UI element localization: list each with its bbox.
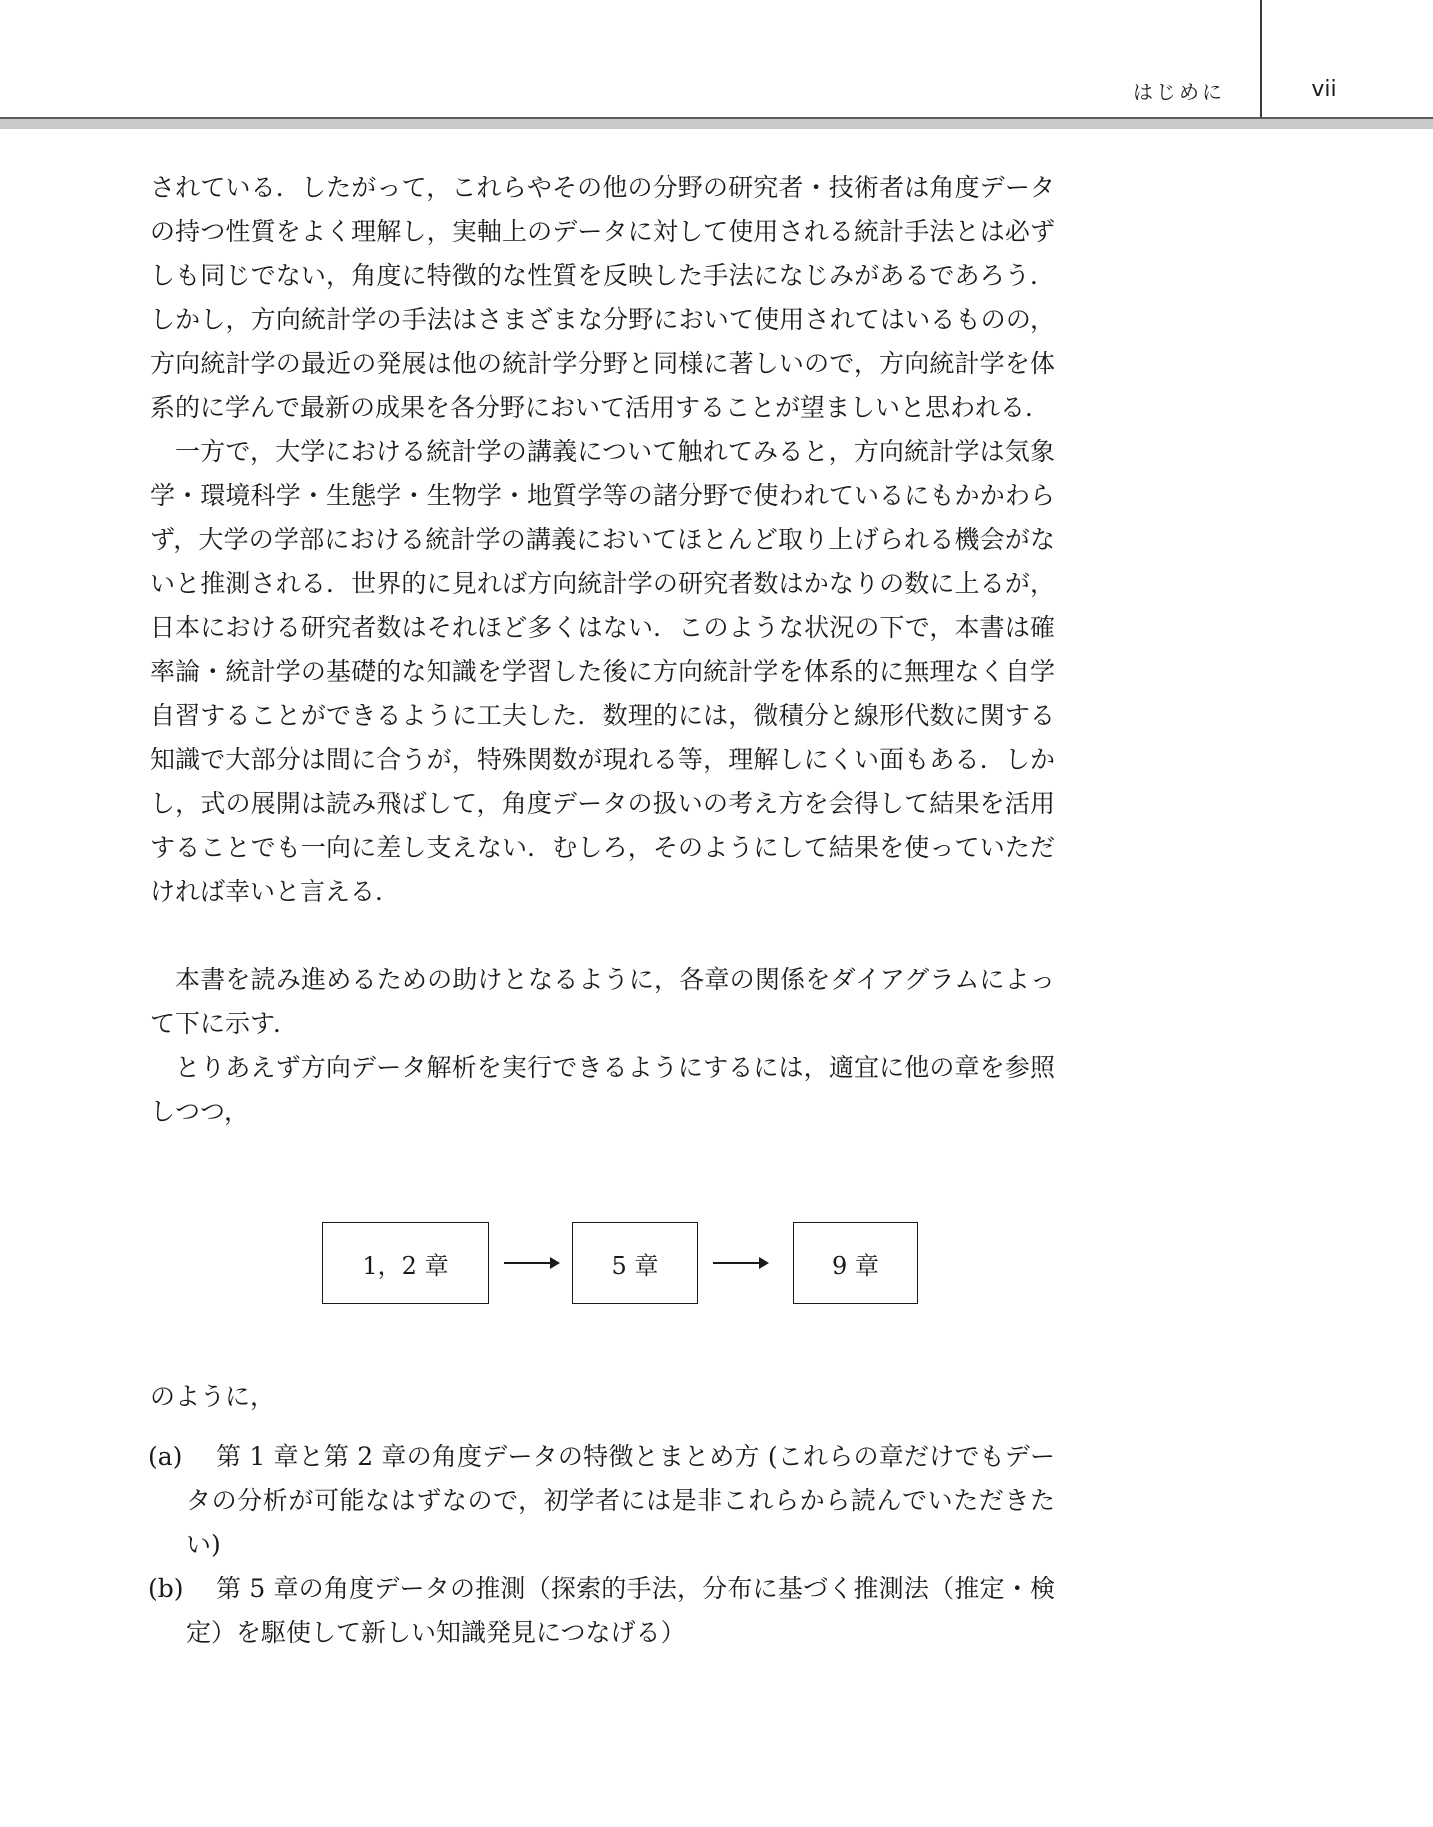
header-rule [0,117,1433,129]
chapter-box-1-2: 1，2 章 [322,1222,489,1304]
arrow-right-icon [504,1262,558,1264]
list-item-text: 第 5 章の角度データの推測（探索的手法，分布に基づく推測法（推定・検定）を駆使して新しい知識発見につなげる） [186,1574,1055,1647]
paragraph-2: 一方で，大学における統計学の講義について触れてみると，方向統計学は気象学・環境科学・生態学・生物学・地質学等の諸分野で使われているにもかかわらず，大学の学部における統計学の講義においてほとんど取り上げられる機会がないと推測される．世界的に見れば方向統計学の研究者数はかなりの数に上るが，日本における研究者数はそれほど多くはない．このような状況の下で，本書は確率論・統計学の基礎的な知識を学習した後に方向統計学を体系的に無理なく自学自習することができるように工夫した．数理的には，微積分と線形代数に関する知識で大部分は間に合うが，特殊関数が現れる等，理解しにくい面もある．しかし，式の展開は読み飛ばして，角度データの扱いの考え方を会得して結果を活用することでも一向に差し支えない．むしろ，そのようにして結果を使っていただければ幸いと言える． [150,437,1055,906]
list-item [148,1435,1055,1567]
list-marker: (b) [148,1574,184,1603]
list-item-text: 第 1 章と第 2 章の角度データの特徴とまとめ方 (これらの章だけでもデータの分析が可能なはずなので，初学者には是非これらから読んでいただきたい) [186,1442,1055,1559]
reading-guide-list [148,1435,1055,1655]
list-item [148,1567,1055,1655]
page-number: vii [1311,77,1337,102]
chapter-box-9: 9 章 [793,1222,918,1304]
paragraph-3: 本書を読み進めるための助けとなるように，各章の関係をダイアグラムによって下に示す． [150,965,1055,1038]
paragraph-gap [150,914,1055,958]
running-title: はじめに [1133,80,1225,104]
paragraph-4: とりあえず方向データ解析を実行できるようにするには，適宜に他の章を参照しつつ， [150,1053,1055,1126]
arrow-right-icon [713,1262,767,1264]
chapter-diagram [322,1222,922,1308]
chapter-box-5: 5 章 [572,1222,698,1304]
body-text [150,166,1055,1134]
paragraph-1: されている．したがって，これらやその他の分野の研究者・技術者は角度データの持つ性質をよく理解し，実軸上のデータに対して使用される統計手法とは必ずしも同じでない，角度に特徴的な性質を反映した手法になじみがあるであろう．しかし，方向統計学の手法はさまざまな分野において使用されてはいるものの，方向統計学の最近の発展は他の統計学分野と同様に著しいので，方向統計学を体系的に学んで最新の成果を各分野において活用することが望ましいと思われる． [150,173,1055,422]
after-diagram-text: のように， [150,1382,276,1411]
list-marker: (a) [148,1442,183,1471]
